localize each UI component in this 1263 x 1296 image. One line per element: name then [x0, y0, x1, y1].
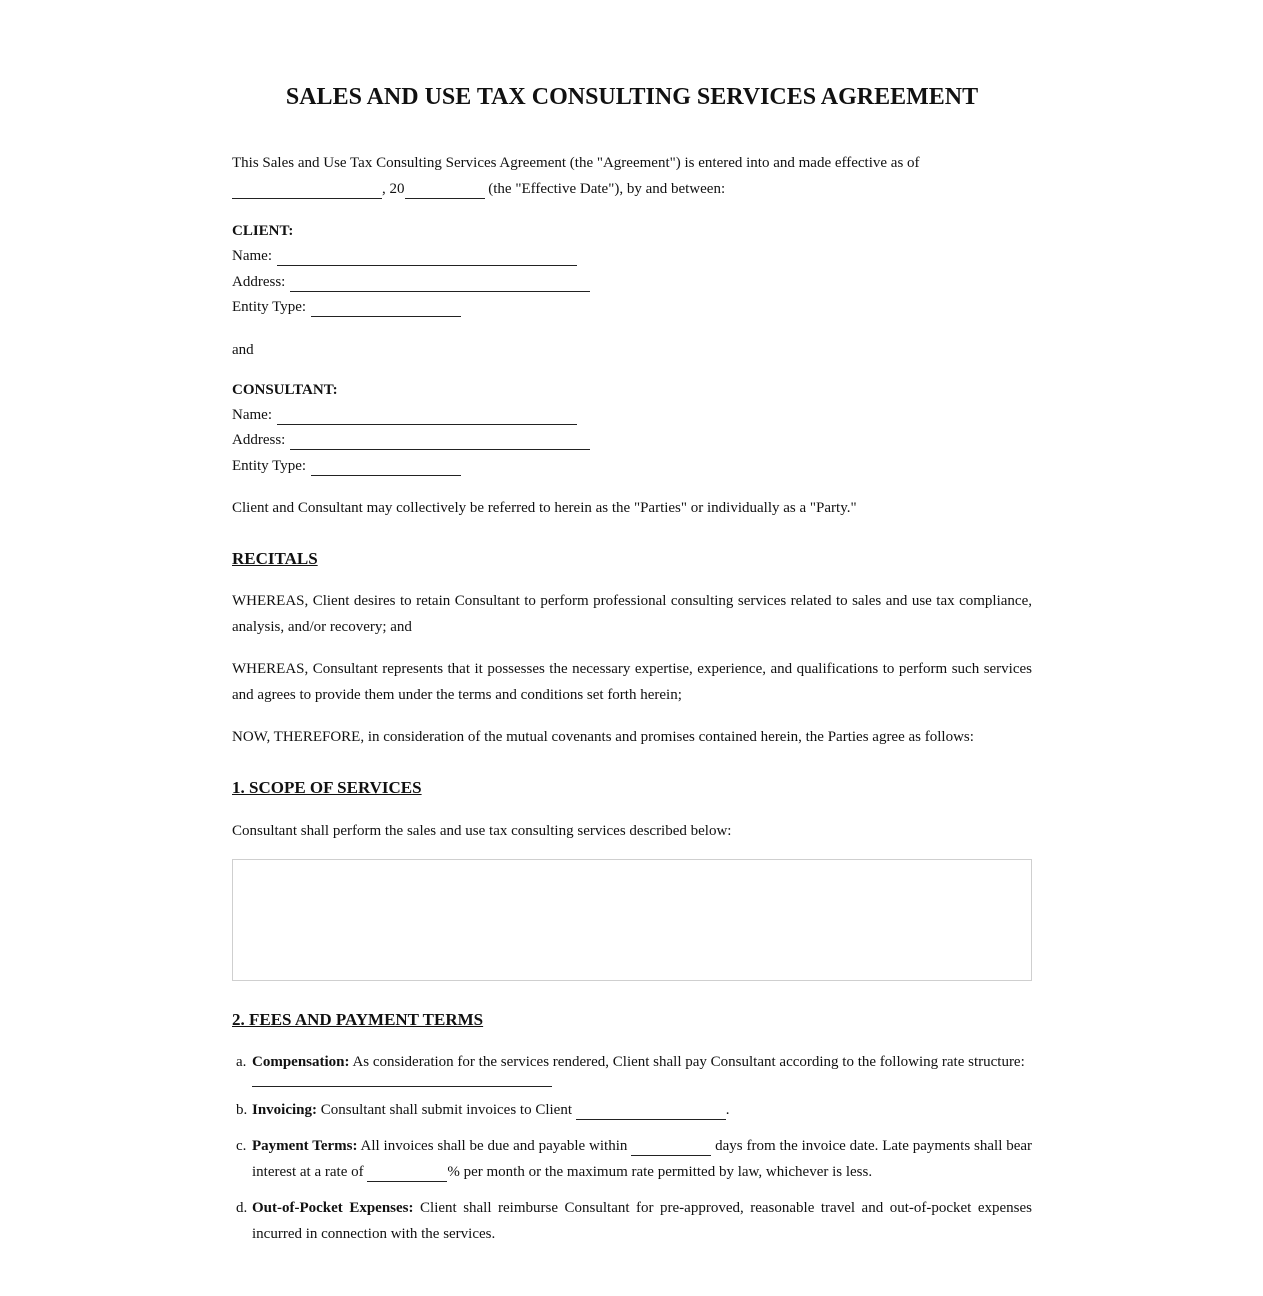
client-address-row: [232, 270, 1032, 296]
document-title: SALES AND USE TAX CONSULTING SERVICES AGREEMENT: [285, 84, 979, 110]
payment-terms-text-2: days from the invoice date. Late payments shall bear interest at a rate of: [252, 1138, 1033, 1180]
fees-item-payment-terms: [232, 1133, 1032, 1185]
fees-item-invoicing: [232, 1097, 1032, 1123]
consultant-entity-blank[interactable]: [311, 457, 461, 476]
interest-rate-blank[interactable]: [367, 1163, 447, 1182]
consultant-entity-row: [232, 454, 1032, 480]
rate-structure-blank[interactable]: [252, 1075, 552, 1087]
invoicing-end: .: [725, 1102, 730, 1118]
client-address-blank[interactable]: [290, 273, 590, 292]
intro-paragraph: [232, 150, 1032, 202]
recitals-heading: RECITALS: [232, 549, 318, 568]
consultant-address-label: Address:: [232, 432, 286, 448]
consultant-entity-label: Entity Type:: [232, 457, 307, 474]
compensation-text: As consideration for the services rendered, Client shall pay Consultant according to the following rate structure:: [352, 1054, 1025, 1070]
item-letter: c.: [236, 1138, 247, 1154]
fees-heading: 2. FEES AND PAYMENT TERMS: [232, 1010, 484, 1029]
client-block: [232, 218, 1032, 321]
document-body: [232, 82, 1032, 1247]
whereas-clause-1: WHEREAS, Client desires to retain Consultant to perform professional consulting services related to sales and use tax compliance, analysis, and/or recovery; and: [232, 593, 1032, 635]
whereas-clause-2: WHEREAS, Consultant represents that it possesses the necessary expertise, experience, and qualifications to perform such services and agrees to provide them under the terms and conditions set forth herein;: [232, 661, 1032, 703]
scope-services-textbox[interactable]: [232, 859, 1032, 981]
item-letter: a.: [236, 1054, 247, 1070]
scope-text: Consultant shall perform the sales and use tax consulting services described below:: [232, 823, 732, 839]
parties-definition: Client and Consultant may collectively be referred to herein as the "Parties" or individually as a "Party.": [232, 500, 857, 516]
client-name-blank[interactable]: [277, 247, 577, 266]
fees-item-compensation: [232, 1049, 1032, 1087]
invoicing-label: Invoicing:: [252, 1102, 318, 1118]
intro-effective-date-text: (the "Effective Date"), by and between:: [488, 181, 726, 197]
payment-terms-label: Payment Terms:: [252, 1138, 358, 1154]
compensation-label: Compensation:: [252, 1054, 350, 1070]
consultant-name-row: [232, 403, 1032, 429]
client-entity-label: Entity Type:: [232, 299, 307, 315]
client-entity-blank[interactable]: [311, 298, 461, 317]
effective-year-blank[interactable]: [405, 180, 485, 199]
consultant-address-blank[interactable]: [290, 431, 590, 450]
consultant-address-row: [232, 428, 1032, 454]
consultant-heading: CONSULTANT:: [232, 381, 338, 398]
invoicing-text: Consultant shall submit invoices to Client: [320, 1102, 573, 1118]
expenses-text: Client shall reimburse Consultant for pre-approved, reasonable travel and out-of-pocket expenses incurred in connection with the services.: [252, 1200, 1032, 1242]
consultant-block: [232, 377, 1032, 480]
and-text: and: [232, 341, 254, 358]
client-address-label: Address:: [232, 273, 286, 290]
payment-days-blank[interactable]: [631, 1137, 711, 1156]
payment-terms-text-1: All invoices shall be due and payable within: [360, 1138, 628, 1154]
consultant-name-label: Name:: [232, 406, 272, 423]
invoicing-frequency-blank[interactable]: [576, 1101, 726, 1120]
effective-date-blank[interactable]: [232, 180, 382, 199]
fees-list: [232, 1049, 1032, 1247]
fees-item-expenses: [232, 1195, 1032, 1247]
intro-text: This Sales and Use Tax Consulting Services Agreement (the "Agreement") is entered into and made effective as of: [232, 155, 920, 171]
client-heading: CLIENT:: [232, 223, 294, 239]
item-letter: b.: [236, 1102, 248, 1118]
item-letter: d.: [236, 1200, 248, 1216]
expenses-label: Out-of-Pocket Expenses:: [252, 1200, 414, 1216]
client-name-label: Name:: [232, 248, 272, 264]
payment-terms-text-3: % per month or the maximum rate permitted by law, whichever is less.: [447, 1164, 873, 1180]
intro-year-prefix: , 20: [382, 181, 405, 197]
scope-heading: 1. SCOPE OF SERVICES: [232, 778, 422, 797]
now-therefore-clause: NOW, THEREFORE, in consideration of the mutual covenants and promises contained herein, the Parties agree as follows:: [232, 729, 974, 745]
client-name-row: [232, 244, 1032, 270]
consultant-name-blank[interactable]: [277, 406, 577, 425]
client-entity-row: [232, 295, 1032, 321]
